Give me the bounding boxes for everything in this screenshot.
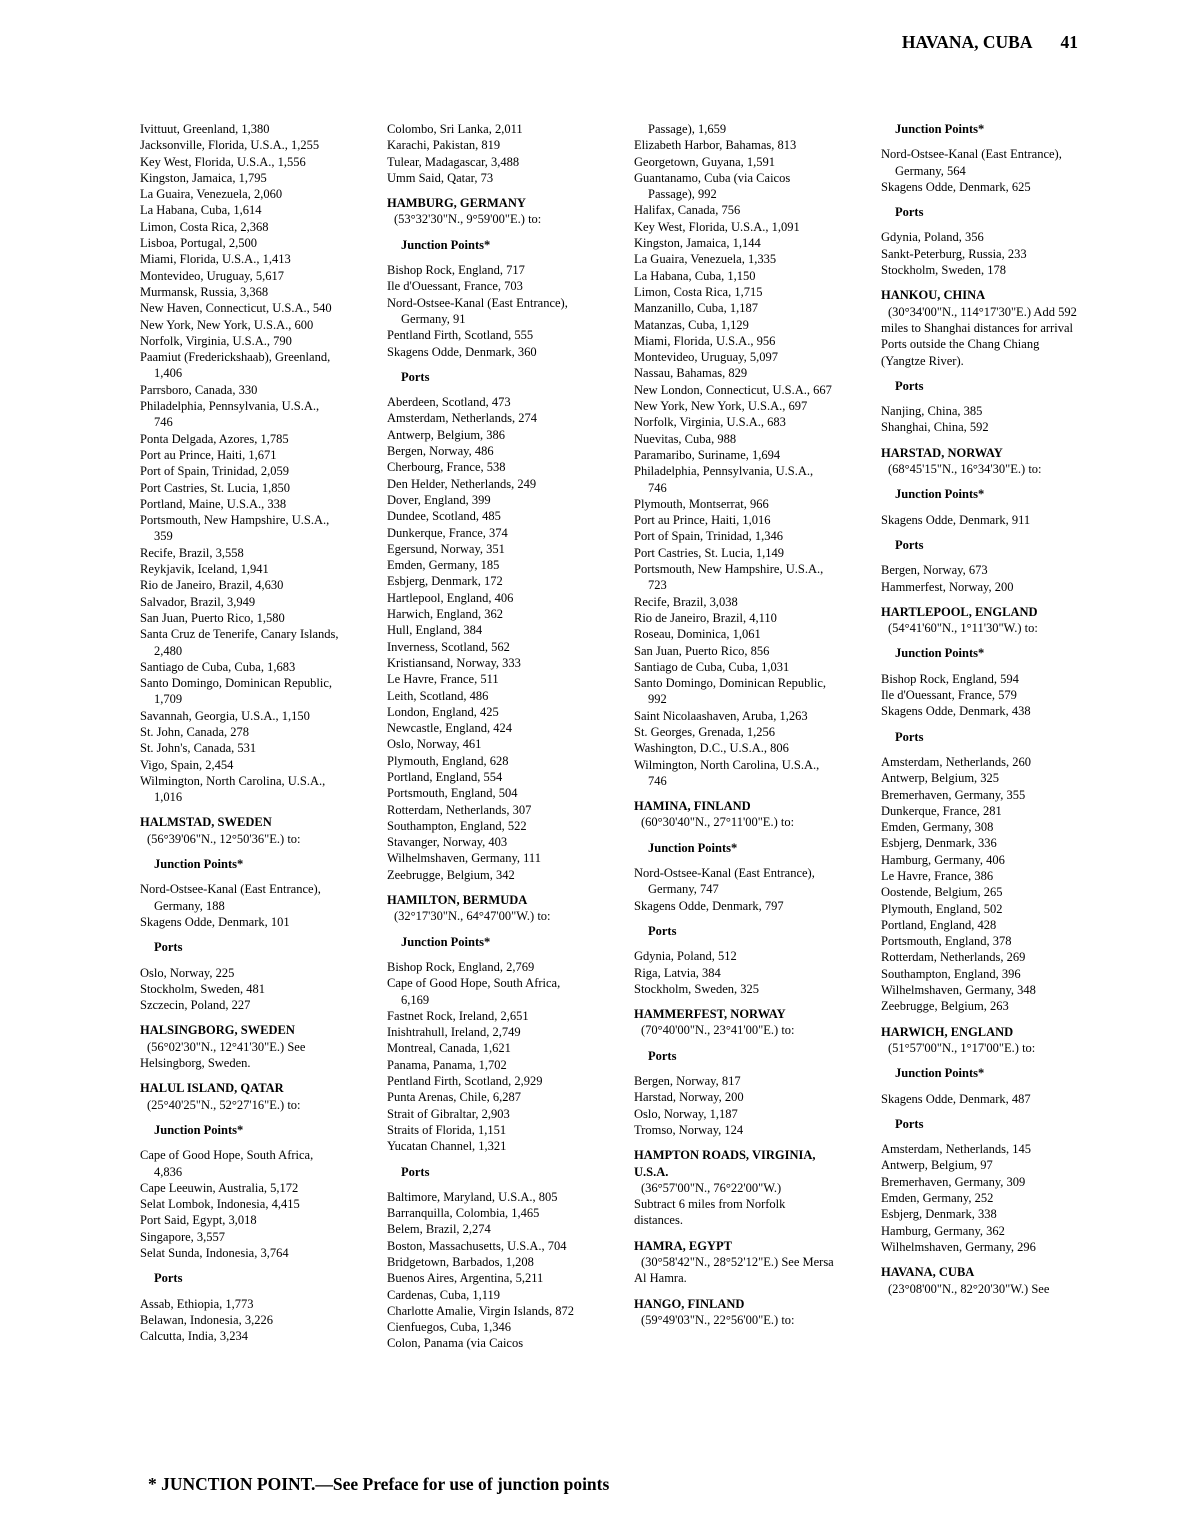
distance-entry: Rio de Janeiro, Brazil, 4,630 — [140, 578, 284, 593]
distance-entry: Wilmington, North Carolina, U.S.A., 1,016 — [140, 773, 326, 805]
distance-entry: Tulear, Madagascar, 3,488 — [387, 154, 520, 169]
column-4 — [881, 121, 1081, 1297]
distance-entry: Boston, Massachusetts, U.S.A., 704 — [387, 1238, 567, 1253]
port-coordinates: (23°08'00"N., 82°20'30"W.) See — [888, 1281, 1050, 1296]
distance-entry: Selat Sunda, Indonesia, 3,764 — [140, 1246, 289, 1260]
distance-entry: La Habana, Cuba, 1,150 — [634, 268, 756, 283]
distance-entry: Miami, Florida, U.S.A., 956 — [634, 333, 776, 348]
distance-entry: Tromso, Norway, 124 — [634, 1122, 744, 1137]
distance-entry: Yucatan Channel, 1,321 — [387, 1139, 507, 1154]
distance-entry: Manzanillo, Cuba, 1,187 — [634, 301, 758, 316]
distance-entry: Wilhelmshaven, Germany, 348 — [881, 983, 1036, 998]
distance-entry: New York, New York, U.S.A., 697 — [634, 399, 808, 414]
port-heading: HAMMERFEST, NORWAY — [634, 1007, 786, 1022]
distance-entry: Santa Cruz de Tenerife, Canary Islands, 2,480 — [140, 627, 339, 658]
distance-entry: Esbjerg, Denmark, 172 — [387, 574, 503, 589]
port-heading: HAMILTON, BERMUDA — [387, 893, 528, 908]
port-coordinates: (54°41'60"N., 1°11'30"W.) to: — [888, 621, 1038, 636]
distance-entry: Recife, Brazil, 3,038 — [634, 594, 738, 609]
distance-entry: Ivittuut, Greenland, 1,380 — [140, 122, 270, 136]
distance-entry: Bridgetown, Barbados, 1,208 — [387, 1255, 534, 1269]
columns — [140, 121, 1081, 1352]
distance-entry: Nassau, Bahamas, 829 — [634, 366, 748, 381]
distance-entry: Esbjerg, Denmark, 336 — [881, 836, 997, 851]
distance-entry: Philadelphia, Pennsylvania, U.S.A., 746 — [140, 399, 320, 430]
distance-entry: Georgetown, Guyana, 1,591 — [634, 154, 776, 169]
distance-entry: Salvador, Brazil, 3,949 — [140, 594, 256, 609]
distance-entry: Santiago de Cuba, Cuba, 1,031 — [634, 659, 790, 674]
distance-entry: Amsterdam, Netherlands, 145 — [881, 1142, 1031, 1157]
distance-entry: Zeebrugge, Belgium, 263 — [881, 999, 1009, 1014]
distance-entry: Limon, Costa Rica, 1,715 — [634, 284, 763, 299]
section-subheading: Ports — [895, 537, 924, 552]
distance-entry: Charlotte Amalie, Virgin Islands, 872 — [387, 1303, 574, 1318]
section-subheading: Ports — [895, 729, 924, 744]
header-title: HAVANA, CUBA — [901, 32, 1033, 52]
distance-entry: Gdynia, Poland, 356 — [881, 230, 984, 245]
section-subheading: Junction Points* — [895, 1066, 985, 1081]
distance-entry: Nord-Ostsee-Kanal (East Entrance), Germany, 747 — [634, 866, 815, 897]
distance-entry: Montreal, Canada, 1,621 — [387, 1041, 511, 1056]
distance-entry: Murmansk, Russia, 3,368 — [140, 284, 269, 299]
distance-entry: Gdynia, Poland, 512 — [634, 949, 737, 964]
section-subheading: Ports — [895, 378, 924, 393]
distance-entry: Skagens Odde, Denmark, 487 — [881, 1091, 1031, 1106]
port-coordinates: (56°02'30"N., 12°41'30"E.) See Helsingborg, Sweden. — [140, 1039, 306, 1071]
distance-entry: St. Georges, Grenada, 1,256 — [634, 724, 776, 739]
distance-entry: Plymouth, Montserrat, 966 — [634, 496, 769, 511]
distance-entry: Santiago de Cuba, Cuba, 1,683 — [140, 659, 296, 674]
section-subheading: Ports — [154, 940, 183, 955]
distance-entry: Wilhelmshaven, Germany, 296 — [881, 1239, 1036, 1254]
distance-entry: Montevideo, Uruguay, 5,097 — [634, 350, 778, 365]
port-coordinates: (60°30'40"N., 27°11'00"E.) to: — [641, 815, 795, 830]
distance-entry: San Juan, Puerto Rico, 1,580 — [140, 610, 285, 625]
distance-entry: Washington, D.C., U.S.A., 806 — [634, 741, 789, 756]
distance-entry: Newcastle, England, 424 — [387, 721, 512, 736]
distance-entry: Selat Lombok, Indonesia, 4,415 — [140, 1197, 300, 1212]
section-subheading: Junction Points* — [401, 934, 491, 949]
distance-entry: Key West, Florida, U.S.A., 1,091 — [634, 219, 800, 234]
distance-entry: Karachi, Pakistan, 819 — [387, 138, 501, 153]
distance-entry: Colombo, Sri Lanka, 2,011 — [387, 122, 523, 136]
distance-entry: Port Castries, St. Lucia, 1,850 — [140, 480, 290, 495]
section-subheading: Junction Points* — [648, 840, 738, 855]
column-2 — [387, 121, 587, 1352]
distance-entry: Portland, England, 428 — [881, 917, 997, 932]
distance-entry: Inishtrahull, Ireland, 2,749 — [387, 1025, 521, 1040]
distance-entry: Dundee, Scotland, 485 — [387, 509, 501, 524]
port-heading: HARWICH, ENGLAND — [881, 1024, 1014, 1039]
distance-entry: Hamburg, Germany, 406 — [881, 852, 1005, 867]
section-subheading: Ports — [648, 923, 677, 938]
distance-entry: Pentland Firth, Scotland, 555 — [387, 328, 534, 343]
distance-entry: Plymouth, England, 628 — [387, 753, 509, 768]
distance-entry: La Habana, Cuba, 1,614 — [140, 203, 262, 218]
distance-entry: Skagens Odde, Denmark, 360 — [387, 344, 537, 359]
distance-entry: Punta Arenas, Chile, 6,287 — [387, 1090, 522, 1105]
distance-entry: Leith, Scotland, 486 — [387, 688, 489, 703]
distance-entry: Montevideo, Uruguay, 5,617 — [140, 268, 284, 283]
distance-entry: Dunkerque, France, 374 — [387, 525, 508, 540]
port-heading: HALMSTAD, SWEDEN — [140, 815, 272, 830]
distance-entry: Harstad, Norway, 200 — [634, 1090, 744, 1105]
port-coordinates: (53°32'30"N., 9°59'00"E.) to: — [394, 212, 542, 227]
distance-entry: Ile d'Ouessant, France, 703 — [387, 279, 523, 294]
distance-entry: Buenos Aires, Argentina, 5,211 — [387, 1271, 544, 1286]
distance-entry: Zeebrugge, Belgium, 342 — [387, 867, 515, 882]
section-subheading: Ports — [401, 369, 430, 384]
section-subheading: Ports — [648, 1048, 677, 1063]
distance-entry: Kingston, Jamaica, 1,144 — [634, 236, 761, 251]
distance-entry: Cape of Good Hope, South Africa, 4,836 — [140, 1148, 314, 1179]
distance-entry: Hamburg, Germany, 362 — [881, 1223, 1005, 1238]
distance-entry: Oostende, Belgium, 265 — [881, 885, 1003, 900]
distance-entry: Bergen, Norway, 673 — [881, 563, 988, 578]
distance-entry: Fastnet Rock, Ireland, 2,651 — [387, 1008, 529, 1023]
distance-entry: Portland, Maine, U.S.A., 338 — [140, 496, 287, 511]
distance-entry: Miami, Florida, U.S.A., 1,413 — [140, 252, 291, 267]
distance-entry: Emden, Germany, 308 — [881, 820, 994, 835]
distance-entry: New London, Connecticut, U.S.A., 667 — [634, 382, 832, 397]
port-coordinates: (51°57'00"N., 1°17'00"E.) to: — [888, 1040, 1036, 1055]
distance-entry: Nord-Ostsee-Kanal (East Entrance), Germany, 188 — [140, 882, 321, 913]
distance-entry: Hammerfest, Norway, 200 — [881, 579, 1014, 594]
distance-entry: Hartlepool, England, 406 — [387, 590, 514, 605]
distance-entry: Esbjerg, Denmark, 338 — [881, 1207, 997, 1222]
distance-entry: Cape Leeuwin, Australia, 5,172 — [140, 1180, 299, 1195]
port-heading: HALSINGBORG, SWEDEN — [140, 1023, 295, 1038]
distance-entry: La Guaira, Venezuela, 1,335 — [634, 252, 777, 267]
port-heading: HAMRA, EGYPT — [634, 1238, 732, 1253]
section-subheading: Ports — [895, 205, 924, 220]
distance-entry: Cardenas, Cuba, 1,119 — [387, 1287, 501, 1302]
distance-entry: Shanghai, China, 592 — [881, 420, 989, 435]
distance-entry: Bremerhaven, Germany, 355 — [881, 787, 1026, 802]
section-subheading: Ports — [401, 1164, 430, 1179]
distance-entry: St. John's, Canada, 531 — [140, 741, 257, 756]
port-heading: HAMBURG, GERMANY — [387, 196, 526, 211]
port-coordinates: (36°57'00"N., 76°22'00"W.) — [641, 1180, 782, 1195]
port-heading: HALUL ISLAND, QATAR — [140, 1081, 284, 1096]
distance-entry: Skagens Odde, Denmark, 911 — [881, 512, 1031, 527]
distance-entry: Emden, Germany, 185 — [387, 558, 500, 573]
distance-entry: London, England, 425 — [387, 704, 499, 719]
distance-entry: Matanzas, Cuba, 1,129 — [634, 317, 749, 332]
distance-entry: Norfolk, Virginia, U.S.A., 683 — [634, 415, 786, 430]
distance-entry: Baltimore, Maryland, U.S.A., 805 — [387, 1189, 558, 1204]
distance-entry: Aberdeen, Scotland, 473 — [387, 395, 511, 410]
distance-entry: Amsterdam, Netherlands, 260 — [881, 754, 1031, 769]
port-heading: HAMINA, FINLAND — [634, 799, 751, 814]
distance-entry: Skagens Odde, Denmark, 797 — [634, 898, 784, 913]
distance-entry: Dover, England, 399 — [387, 492, 491, 507]
distance-entry: Sankt-Peterburg, Russia, 233 — [881, 246, 1027, 261]
distance-entry: Paamiut (Frederickshaab), Greenland, 1,406 — [140, 350, 331, 381]
distance-entry: Roseau, Dominica, 1,061 — [634, 627, 761, 642]
distance-entry: Reykjavik, Iceland, 1,941 — [140, 562, 269, 577]
port-note: Subtract 6 miles from Norfolk distances. — [634, 1197, 786, 1228]
distance-entry: Parrsboro, Canada, 330 — [140, 382, 258, 397]
distance-entry: Riga, Latvia, 384 — [634, 965, 721, 980]
distance-entry: Hull, England, 384 — [387, 623, 483, 638]
distance-entry: Guantanamo, Cuba (via Caicos Passage), 992 — [634, 170, 791, 202]
distance-entry: Southampton, England, 522 — [387, 818, 527, 833]
distance-entry: Antwerp, Belgium, 97 — [881, 1158, 993, 1173]
distance-entry: New York, New York, U.S.A., 600 — [140, 317, 314, 332]
distance-entry: Santo Domingo, Dominican Republic, 1,709 — [140, 676, 332, 707]
section-subheading: Junction Points* — [401, 237, 491, 252]
port-coordinates: (30°58'42"N., 28°52'12"E.) See Mersa Al Hamra. — [634, 1255, 834, 1286]
distance-entry: Pentland Firth, Scotland, 2,929 — [387, 1074, 543, 1089]
distance-entry: Antwerp, Belgium, 325 — [881, 771, 1000, 786]
distance-entry: Savannah, Georgia, U.S.A., 1,150 — [140, 708, 310, 723]
distance-entry: Egersund, Norway, 351 — [387, 541, 505, 556]
distance-entry: Port of Spain, Trinidad, 1,346 — [634, 529, 783, 544]
distance-entry: Strait of Gibraltar, 2,903 — [387, 1106, 510, 1121]
distance-entry: Ponta Delgada, Azores, 1,785 — [140, 431, 289, 446]
distance-entry: Lisboa, Portugal, 2,500 — [140, 236, 258, 251]
distance-entry: Saint Nicolaashaven, Aruba, 1,263 — [634, 708, 808, 723]
port-heading: HAVANA, CUBA — [881, 1265, 975, 1280]
distance-entry: Rio de Janeiro, Brazil, 4,110 — [634, 610, 777, 625]
distance-entry: Santo Domingo, Dominican Republic, 992 — [634, 676, 826, 707]
port-coordinates: (32°17'30"N., 64°47'00"W.) to: — [394, 909, 551, 924]
distance-entry: Stockholm, Sweden, 325 — [634, 981, 759, 996]
distance-entry: Umm Said, Qatar, 73 — [387, 170, 494, 185]
section-subheading: Ports — [895, 1116, 924, 1131]
port-coordinates: (30°34'00"N., 114°17'30"E.) Add 592 miles to Shanghai distances for arrival Ports outside the Chang Chiang (Yangtze River). — [881, 304, 1077, 368]
distance-entry: Ile d'Ouessant, France, 579 — [881, 688, 1017, 703]
distance-entry: Plymouth, England, 502 — [881, 901, 1003, 916]
distance-entry: Oslo, Norway, 225 — [140, 965, 235, 980]
distance-entry: Stockholm, Sweden, 178 — [881, 263, 1006, 278]
distance-entry: Southampton, England, 396 — [881, 966, 1021, 981]
distance-entry: Portland, England, 554 — [387, 769, 503, 784]
distance-entry: Wilmington, North Carolina, U.S.A., 746 — [634, 757, 820, 788]
distance-entry: Elizabeth Harbor, Bahamas, 813 — [634, 138, 797, 153]
port-coordinates: (70°40'00"N., 23°41'00"E.) to: — [641, 1023, 795, 1038]
distance-entry: Norfolk, Virginia, U.S.A., 790 — [140, 333, 292, 348]
distance-entry: Cape of Good Hope, South Africa, 6,169 — [387, 976, 561, 1007]
distance-entry: Stavanger, Norway, 403 — [387, 835, 508, 850]
port-heading: HANGO, FINLAND — [634, 1296, 745, 1311]
distance-entry: Nuevitas, Cuba, 988 — [634, 431, 737, 446]
distance-entry: Cienfuegos, Cuba, 1,346 — [387, 1320, 511, 1335]
distance-entry: Portsmouth, New Hampshire, U.S.A., 723 — [634, 562, 824, 593]
section-subheading: Junction Points* — [895, 646, 985, 661]
distance-entry: Nanjing, China, 385 — [881, 404, 983, 419]
distance-entry: Assab, Ethiopia, 1,773 — [140, 1296, 254, 1311]
entry-continuation: Passage), 1,659 — [648, 122, 727, 136]
section-subheading: Junction Points* — [154, 857, 244, 872]
footnote — [148, 1474, 609, 1495]
distance-entry: Straits of Florida, 1,151 — [387, 1122, 507, 1137]
port-coordinates: (68°45'15"N., 16°34'30"E.) to: — [888, 462, 1042, 477]
column-3 — [634, 121, 834, 1328]
distance-entry: Oslo, Norway, 1,187 — [634, 1106, 738, 1121]
distance-entry: San Juan, Puerto Rico, 856 — [634, 643, 770, 658]
distance-entry: Halifax, Canada, 756 — [634, 203, 741, 218]
port-heading: HAMPTON ROADS, VIRGINIA, U.S.A. — [634, 1148, 816, 1179]
distance-entry: Kingston, Jamaica, 1,795 — [140, 170, 267, 185]
distance-entry: Port Castries, St. Lucia, 1,149 — [634, 545, 784, 560]
distance-entry: Bremerhaven, Germany, 309 — [881, 1174, 1026, 1189]
distance-entry: Cherbourg, France, 538 — [387, 460, 506, 475]
distance-entry: Le Havre, France, 511 — [387, 672, 499, 687]
distance-entry: New Haven, Connecticut, U.S.A., 540 — [140, 301, 332, 316]
section-subheading: Junction Points* — [154, 1122, 244, 1137]
distance-entry: Le Havre, France, 386 — [881, 868, 994, 883]
distance-entry: Vigo, Spain, 2,454 — [140, 757, 234, 772]
running-header — [902, 32, 1078, 53]
distance-entry: Nord-Ostsee-Kanal (East Entrance), Germany, 91 — [387, 295, 568, 326]
distance-entry: Port Said, Egypt, 3,018 — [140, 1213, 257, 1228]
distance-entry: Belawan, Indonesia, 3,226 — [140, 1312, 273, 1327]
distance-entry: St. John, Canada, 278 — [140, 724, 250, 739]
distance-entry: Jacksonville, Florida, U.S.A., 1,255 — [140, 138, 320, 153]
port-coordinates: (56°39'06"N., 12°50'36"E.) to: — [147, 831, 301, 846]
distance-entry: Portsmouth, England, 504 — [387, 786, 518, 801]
distance-entry: La Guaira, Venezuela, 2,060 — [140, 187, 283, 202]
distance-entry: Recife, Brazil, 3,558 — [140, 545, 244, 560]
distance-entry: Wilhelmshaven, Germany, 111 — [387, 851, 541, 866]
distance-entry: Barranquilla, Colombia, 1,465 — [387, 1206, 540, 1221]
distance-entry: Calcutta, India, 3,234 — [140, 1329, 248, 1344]
distance-entry: Portsmouth, New Hampshire, U.S.A., 359 — [140, 513, 330, 544]
distance-entry: Oslo, Norway, 461 — [387, 737, 482, 752]
distance-entry: Bishop Rock, England, 717 — [387, 263, 525, 278]
distance-entry: Skagens Odde, Denmark, 101 — [140, 914, 290, 929]
distance-entry: Skagens Odde, Denmark, 625 — [881, 179, 1031, 194]
distance-entry: Bergen, Norway, 817 — [634, 1074, 741, 1089]
distance-entry: Den Helder, Netherlands, 249 — [387, 476, 537, 491]
distance-entry: Inverness, Scotland, 562 — [387, 639, 510, 654]
distance-entry: Bergen, Norway, 486 — [387, 444, 494, 459]
section-subheading: Ports — [154, 1271, 183, 1286]
footnote-text: * JUNCTION POINT.—See Preface for use of junction points — [148, 1474, 610, 1494]
distance-entry: Port au Prince, Haiti, 1,016 — [634, 513, 771, 528]
distance-entry: Portsmouth, England, 378 — [881, 934, 1012, 949]
distance-entry: Dunkerque, France, 281 — [881, 803, 1002, 818]
distance-entry: Bishop Rock, England, 2,769 — [387, 959, 535, 974]
distance-entry: Philadelphia, Pennsylvania, U.S.A., 746 — [634, 464, 814, 495]
distance-entry: Key West, Florida, U.S.A., 1,556 — [140, 154, 306, 169]
section-subheading: Junction Points* — [895, 122, 985, 136]
distance-entry: Limon, Costa Rica, 2,368 — [140, 219, 269, 234]
distance-entry: Rotterdam, Netherlands, 307 — [387, 802, 532, 817]
distance-entry: Bishop Rock, England, 594 — [881, 671, 1019, 686]
distance-entry: Rotterdam, Netherlands, 269 — [881, 950, 1026, 965]
distance-entry: Harwich, England, 362 — [387, 607, 503, 622]
distance-entry: Antwerp, Belgium, 386 — [387, 427, 506, 442]
distance-entry: Port of Spain, Trinidad, 2,059 — [140, 464, 289, 479]
section-subheading: Junction Points* — [895, 487, 985, 502]
distance-entry: Emden, Germany, 252 — [881, 1191, 994, 1206]
port-heading: HARTLEPOOL, ENGLAND — [881, 604, 1038, 619]
distance-entry: Port au Prince, Haiti, 1,671 — [140, 447, 277, 462]
distance-entry: Panama, Panama, 1,702 — [387, 1057, 507, 1072]
distance-entry: Paramaribo, Suriname, 1,694 — [634, 447, 781, 462]
port-coordinates: (25°40'25"N., 52°27'16"E.) to: — [147, 1097, 301, 1112]
distance-entry: Skagens Odde, Denmark, 438 — [881, 704, 1031, 719]
port-heading: HANKOU, CHINA — [881, 288, 986, 303]
port-heading: HARSTAD, NORWAY — [881, 445, 1003, 460]
distance-entry: Kristiansand, Norway, 333 — [387, 655, 521, 670]
column-1 — [140, 121, 340, 1344]
distance-entry: Amsterdam, Netherlands, 274 — [387, 411, 537, 426]
distance-entry: Stockholm, Sweden, 481 — [140, 981, 265, 996]
header-page-number: 41 — [1060, 32, 1078, 52]
distance-entry: Szczecin, Poland, 227 — [140, 998, 251, 1013]
port-coordinates: (59°49'03"N., 22°56'00"E.) to: — [641, 1312, 795, 1327]
distance-entry: Belem, Brazil, 2,274 — [387, 1222, 491, 1237]
distance-entry: Singapore, 3,557 — [140, 1229, 226, 1244]
distance-entry: Nord-Ostsee-Kanal (East Entrance), Germany, 564 — [881, 147, 1062, 178]
distance-entry: Colon, Panama (via Caicos — [387, 1336, 524, 1351]
